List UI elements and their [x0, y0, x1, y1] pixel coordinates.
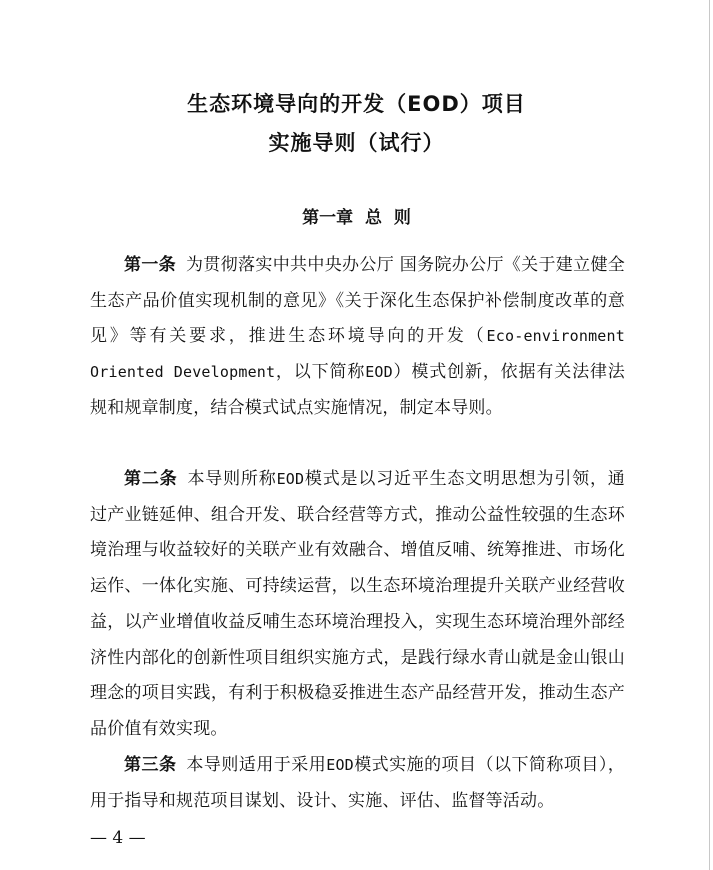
article-3-text-c: 模式实施的项目（以下简称项目），用于指导和规范项目谋划、设计、实施、评估、监督等活动。	[90, 755, 625, 811]
article-2-text-a: 本导则所称	[187, 469, 277, 489]
article-3-paragraph	[90, 748, 625, 819]
article-2-eod-term: EOD	[276, 470, 305, 488]
article-2-label: 第二条	[124, 469, 178, 489]
article-3	[90, 748, 625, 819]
page-number: — 4 —	[90, 828, 146, 848]
document-title-line-1: 生态环境导向的开发（EOD）项目	[187, 92, 526, 116]
article-1-english-term: Eco-environment Oriented Development	[90, 327, 625, 382]
article-2-paragraph	[90, 462, 625, 748]
article-2-text-c: 模式是以习近平生态文明思想为引领，通过产业链延伸、组合开发、联合经营等方式，推动公益性较强的生态环境治理与收益较好的关联产业有效融合、增值反哺、统筹推进、市场化运作、一体化实施、可持续运营，以生态环境治理提升关联产业经营收益，以产业增值收益反哺生态环境治理投入，实现生态环境治理外部经济性内部化的创新性项目组织实施方式，是践行绿水青山就是金山银山理念的项目实践，有利于积极稳妥推进生态产品经营开发，推动生态产品价值有效实现。	[90, 469, 625, 739]
article-3-label: 第三条	[124, 755, 177, 775]
chapter-heading: 第一章 总 则	[302, 208, 411, 228]
article-3-text-a: 本导则适用于采用	[186, 755, 327, 775]
document-title-line-2: 实施导则（试行）	[268, 131, 445, 155]
article-1-label: 第一条	[124, 255, 177, 275]
article-1	[90, 248, 625, 427]
article-1-text-c: ，以下简称	[275, 362, 366, 383]
article-1-paragraph	[90, 248, 625, 427]
article-1-eod-term: EOD	[365, 363, 393, 382]
article-1-text-a: 为贯彻落实中共中央办公厅 国务院办公厅《关于建立健全生态产品价值实现机制的意见》《关于深化生态保护补偿制度改革的意见》等有关要求，推进生态环境导向的开发（	[90, 255, 625, 347]
article-3-eod-term: EOD	[326, 756, 354, 774]
article-2	[90, 462, 625, 748]
article-1-text-e: ）模式创新，依据有关法律法规和规章制度，结合模式试点实施情况，制定本导则。	[90, 362, 625, 418]
